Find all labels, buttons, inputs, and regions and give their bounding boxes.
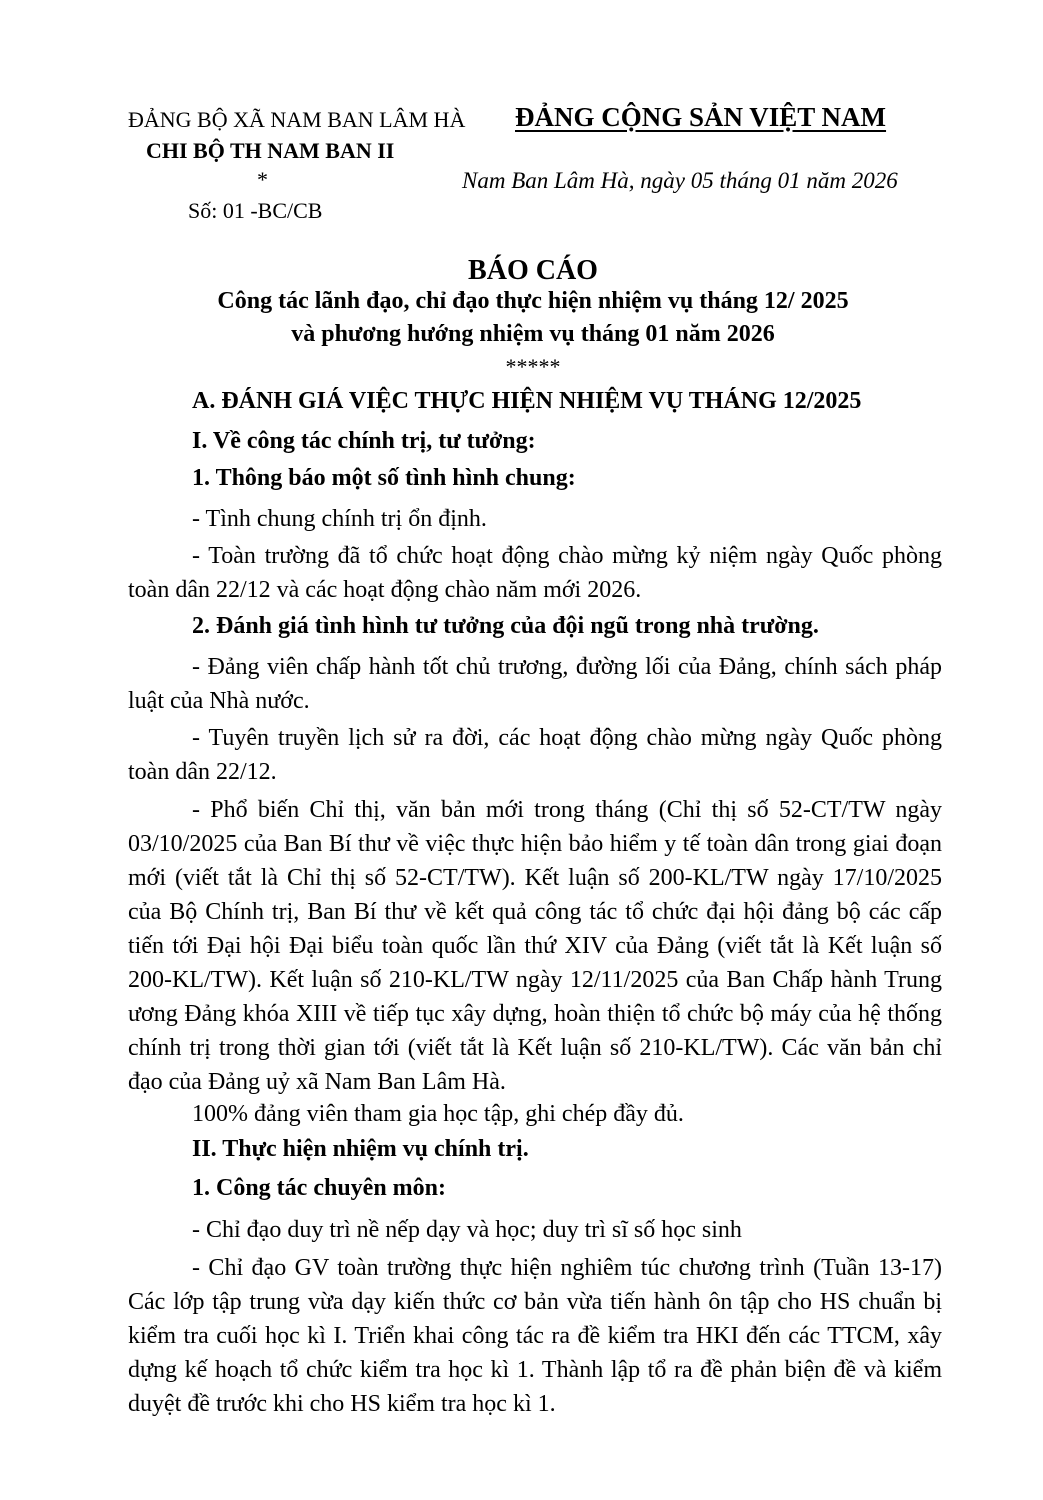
report-subtitle-line-2: và phương hướng nhiệm vụ tháng 01 năm 2026 xyxy=(291,321,775,347)
paragraph: - Chỉ đạo GV toàn trường thực hiện nghiêm túc chương trình (Tuần 13-17) Các lớp tập trung vừa dạy kiến thức cơ bản vừa tiến hành ôn tập cho HS chuẩn bị kiểm tra cuối học kì I. Triển khai công tác ra đề kiểm tra HKI đến các TTCM, xây dựng kế hoạch tổ chức kiểm tra học kì 1. Thành lập tổ ra đề phản biện đề và kiểm duyệt đề trước khi cho HS kiểm tra học kì 1. xyxy=(128,1255,942,1417)
party-name-heading: ĐẢNG CỘNG SẢN VIỆT NAM xyxy=(515,102,887,132)
paragraph: - Chỉ đạo duy trì nề nếp dạy và học; duy trì sĩ số học sinh xyxy=(192,1217,742,1243)
place-date: Nam Ban Lâm Hà, ngày 05 tháng 01 năm 2026 xyxy=(462,168,898,193)
branch-name: CHI BỘ TH NAM BAN II xyxy=(146,138,395,163)
professional-work-heading: 1. Công tác chuyên môn: xyxy=(192,1175,447,1201)
paragraph: - Tuyên truyền lịch sử ra đời, các hoạt động chào mừng ngày Quốc phòng toàn dân 22/12. xyxy=(128,725,942,785)
section-a-heading: A. ĐÁNH GIÁ VIỆC THỰC HIỆN NHIỆM VỤ THÁNG 12/2025 xyxy=(192,388,862,414)
paragraph: - Phổ biến Chỉ thị, văn bản mới trong tháng (Chỉ thị số 52-CT/TW ngày 03/10/2025 của Ban Bí thư về việc thực hiện bảo hiểm y tế toàn dân trong giai đoạn mới (viết tắt là Chỉ thị số 52-CT/TW). Kết luận số 200-KL/TW ngày 17/10/2025 của Bộ Chính trị, Ban Bí thư về kết quả công tác tổ chức đại hội đảng bộ các cấp tiến tới Đại hội Đại biểu toàn quốc lần thứ XIV của Đảng (viết tắt là Kết luận số 200-KL/TW). Kết luận số 210-KL/TW ngày 12/11/2025 của Ban Chấp hành Trung ương Đảng khóa XIII về tiếp tục xây dựng, hoàn thiện tổ chức bộ máy của hệ thống chính trị trong thời gian tới (viết tắt là Kết luận số 210-KL/TW). Các văn bản chỉ đạo của Đảng uỷ xã Nam Ban Lâm Hà. xyxy=(128,797,942,1095)
document-number: Số: 01 -BC/CB xyxy=(188,198,323,223)
paragraph: - Tình chung chính trị ổn định. xyxy=(192,506,487,532)
header-star: * xyxy=(257,167,268,192)
party-committee-name: ĐẢNG BỘ XÃ NAM BAN LÂM HÀ xyxy=(128,107,466,132)
report-title: BÁO CÁO xyxy=(468,255,598,286)
subsection-1-heading: 1. Thông báo một số tình hình chung: xyxy=(192,465,576,491)
paragraph: - Đảng viên chấp hành tốt chủ trương, đường lối của Đảng, chính sách pháp luật của Nhà nước. xyxy=(128,654,942,714)
paragraph: 100% đảng viên tham gia học tập, ghi chép đầy đủ. xyxy=(192,1101,684,1127)
subsection-2-heading: 2. Đánh giá tình hình tư tưởng của đội ngũ trong nhà trường. xyxy=(192,613,819,639)
report-subtitle-line-1: Công tác lãnh đạo, chỉ đạo thực hiện nhiệm vụ tháng 12/ 2025 xyxy=(217,288,849,314)
part-1-heading: I. Về công tác chính trị, tư tưởng: xyxy=(192,428,536,454)
part-2-heading: II. Thực hiện nhiệm vụ chính trị. xyxy=(192,1136,529,1162)
paragraph: - Toàn trường đã tổ chức hoạt động chào mừng kỷ niệm ngày Quốc phòng toàn dân 22/12 và các hoạt động chào năm mới 2026. xyxy=(128,543,942,603)
title-stars: ***** xyxy=(505,354,561,379)
